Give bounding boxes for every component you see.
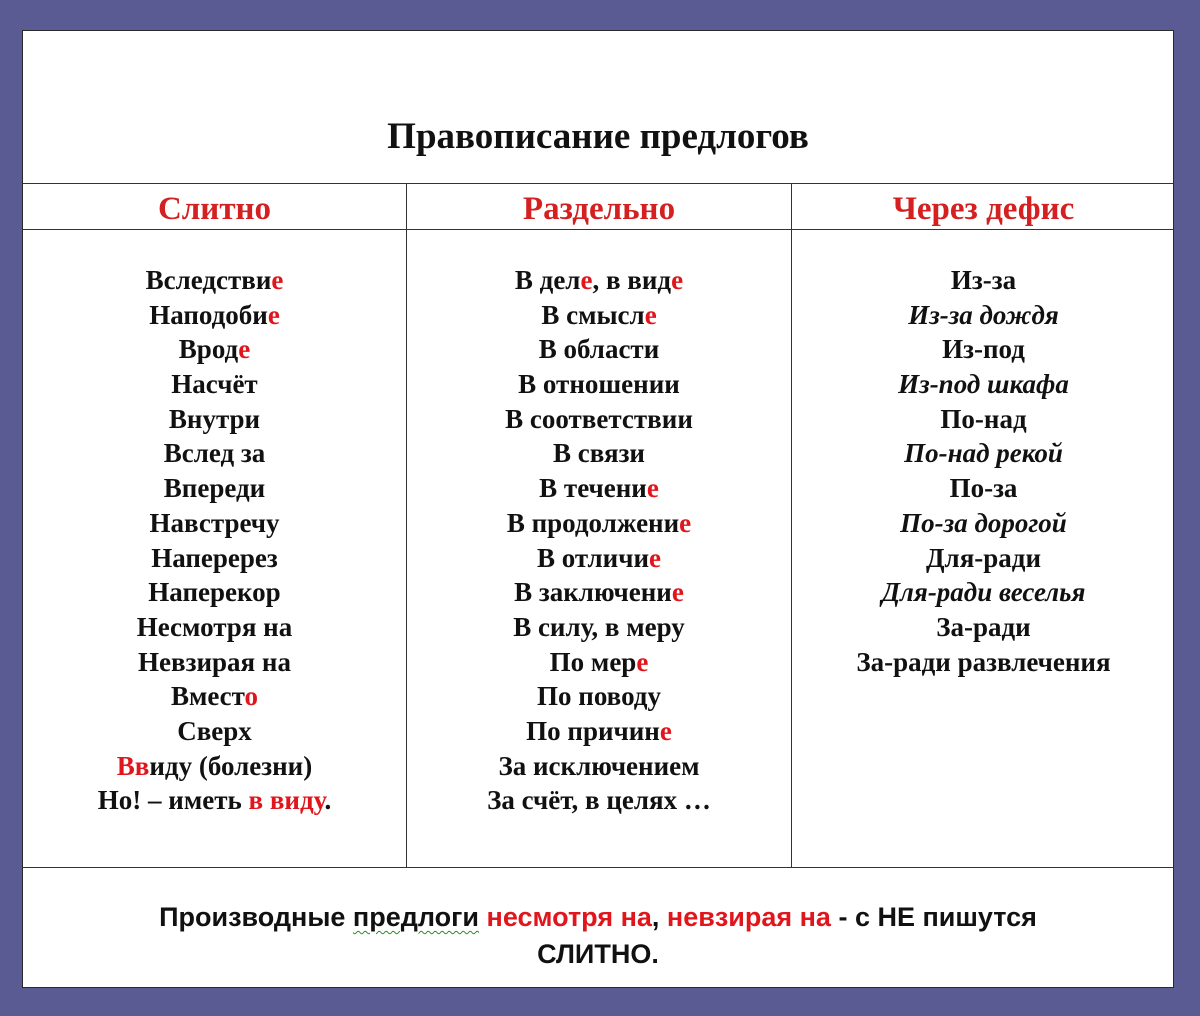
list-item [407,749,791,784]
highlight-letter: е [644,299,657,330]
list-item: Из-за дождя [908,299,1059,330]
column-razdelno [407,263,791,818]
word-text: Наподоби [149,299,268,330]
word-text: В области [538,334,660,365]
list-item: По-за дорогой [900,507,1067,538]
word-text: Насчёт [171,369,258,400]
word-text: Врод [178,334,239,365]
word-text: Навстречу [149,507,280,538]
list-item [407,645,791,680]
highlight-letter: о [244,681,259,712]
list-item [23,367,406,402]
word-text: Вмест [170,681,245,712]
highlight-letter: е [659,715,672,746]
list-item [23,332,406,367]
footer-highlight: несмотря на [486,902,652,932]
list-item [23,679,406,714]
word-text: , в вид [592,265,672,295]
list-item [23,298,406,333]
highlight-letter: е [580,265,593,295]
list-item [23,541,406,576]
header-razdelno: Раздельно [522,191,676,227]
highlight-letter: е [646,473,659,504]
list-item [407,436,791,471]
list-item [407,471,791,506]
footer-line-1 [23,899,1173,936]
footer-text: Производные [159,902,353,932]
list-item [23,436,406,471]
highlight-letter: в виду [248,785,325,816]
document-page [22,30,1174,988]
list-item: Из-за [950,265,1017,295]
word-text: Сверх [177,715,252,746]
word-text: По мер [549,646,637,677]
word-text: В смысл [541,299,645,330]
column-slitno [23,263,406,818]
list-item [407,402,791,437]
word-text: За исключением [498,750,700,781]
word-text: Несмотря на [136,611,293,642]
list-item: Из-под шкафа [898,369,1069,400]
word-text: Вслед за [163,438,266,469]
list-item [407,610,791,645]
word-text: Внутри [168,403,261,434]
highlight-letter: е [238,334,251,365]
footer-note [23,899,1173,973]
list-item [407,332,791,367]
word-text: За счёт, в целях … [487,785,711,816]
word-text: В продолжени [506,507,680,538]
highlight-letter: е [271,265,284,295]
list-item: За-ради развлечения [856,646,1111,677]
list-item [23,749,406,784]
highlight-letter: е [679,507,692,538]
word-text: иду (болезни) [149,750,313,781]
list-item: Для-ради [925,542,1042,573]
list-item [23,575,406,610]
word-text: Впереди [163,473,266,504]
table-bottom-border [23,867,1173,868]
list-item [407,783,791,818]
word-text: Невзирая на [138,646,291,677]
list-item [407,263,791,298]
highlight-letter: Вв [116,750,150,781]
list-item [407,541,791,576]
highlight-letter: е [671,577,684,608]
word-text: В заключени [514,577,672,608]
highlight-letter: е [636,646,649,677]
footer-text: , [651,902,667,932]
list-item: По-над рекой [904,438,1063,469]
word-text: В соответствии [505,403,693,434]
list-item [407,575,791,610]
table-top-border [23,183,1173,184]
list-item [23,783,406,818]
word-text: Наперекор [148,577,281,608]
word-text: По причин [526,715,660,746]
list-item [23,506,406,541]
highlight-letter: е [671,265,684,295]
word-text: Вследстви [145,265,272,295]
word-text: В отношении [518,369,680,400]
column-cherez-defis [792,263,1175,679]
word-text: В отличи [537,542,649,573]
word-text: В течени [539,473,647,504]
word-text: . [324,785,332,816]
word-text: В дел [514,265,581,295]
list-item [23,610,406,645]
word-text: В связи [553,438,645,469]
list-item [407,714,791,749]
list-item [407,298,791,333]
footer-text: - с НЕ пишутся [830,902,1037,932]
list-item [23,471,406,506]
highlight-letter: е [267,299,280,330]
list-item: Для-ради веселья [881,577,1086,608]
footer-line-2: СЛИТНО. [537,939,659,969]
list-item: По-над [940,403,1027,434]
list-item [23,714,406,749]
word-text: Наперерез [151,542,278,573]
list-item [407,367,791,402]
list-item: По-за [949,473,1018,504]
header-cherez-defis: Через дефис [892,191,1075,227]
header-slitno: Слитно [157,191,272,227]
highlight-letter: е [649,542,661,573]
footer-text-underlined: предлоги [352,902,480,932]
footer-text [479,902,487,932]
list-item: Из-под [942,334,1025,365]
list-item [407,506,791,541]
list-item [23,263,406,298]
page-title: Правописание предлогов [387,116,809,157]
list-item: За-ради [936,611,1031,642]
word-text: По поводу [537,681,661,712]
word-text: В силу, в меру [513,611,685,642]
word-text: Но! – иметь [97,785,249,816]
list-item [23,645,406,680]
list-item [407,679,791,714]
list-item [23,402,406,437]
footer-highlight: невзирая на [666,902,831,932]
